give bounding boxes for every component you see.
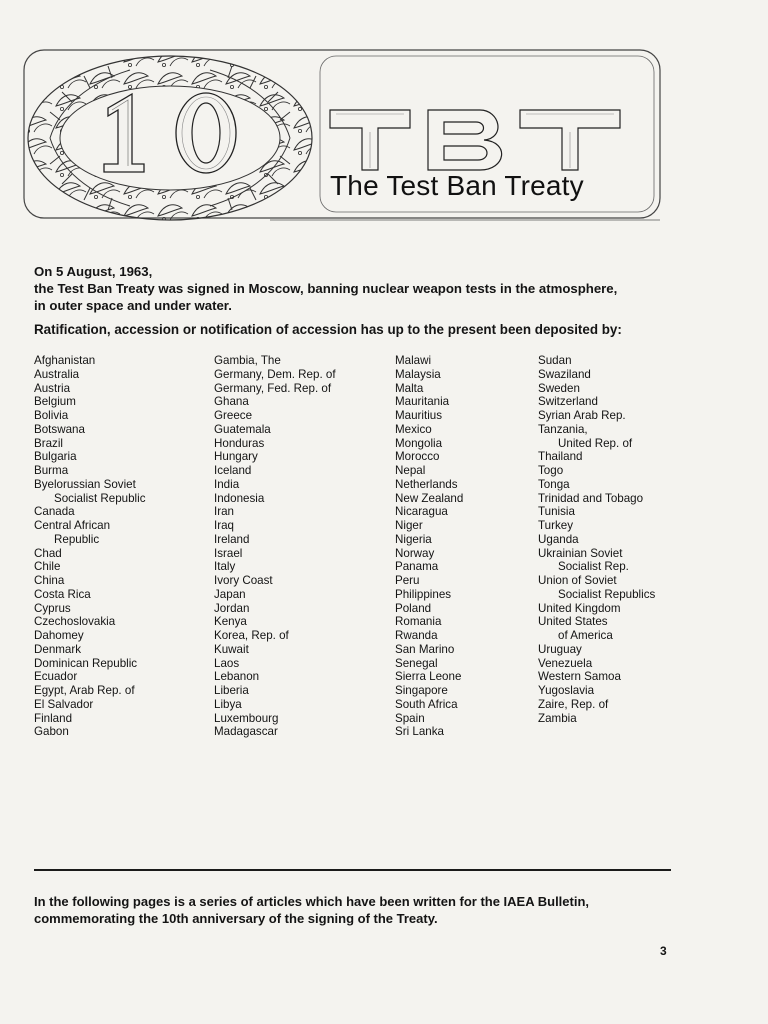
country-list-item: Israel [214, 546, 243, 560]
country-list-item: Indonesia [214, 491, 265, 505]
country-list-item: Lebanon [214, 670, 260, 684]
country-list-item: Sweden [538, 381, 580, 395]
country-list-item: Ireland [214, 532, 250, 546]
country-list-item: Finland [34, 711, 73, 725]
country-list-item: Republic [54, 532, 100, 546]
country-list-item: Czechoslovakia [34, 615, 116, 629]
country-list-item: Bulgaria [34, 450, 77, 464]
country-list-item: Sri Lanka [395, 725, 444, 739]
country-list-item: Dahomey [34, 629, 84, 642]
country-list-item: Gabon [34, 725, 69, 739]
emblem-letters-tbt [330, 110, 620, 170]
country-list-item: Iran [214, 505, 234, 519]
country-list-item: Uganda [538, 532, 579, 546]
country-list-item: Afghanistan [34, 354, 96, 367]
country-list-item: Spain [395, 711, 425, 725]
country-list-item: Turkey [538, 519, 574, 532]
country-list-item: Venezuela [538, 656, 593, 670]
country-list-item: Guatemala [214, 422, 271, 436]
country-list-item: Chile [34, 560, 61, 574]
country-list-item: Greece [214, 409, 253, 422]
country-list-item: Morocco [395, 450, 440, 464]
country-list-item: Tanzania, [538, 422, 588, 436]
country-list-item: Kenya [214, 615, 247, 629]
country-list-item: Zambia [538, 711, 577, 725]
country-list-item: Australia [34, 367, 80, 381]
intro-date-line: On 5 August, 1963, [34, 264, 153, 279]
country-list-item: Luxembourg [214, 711, 279, 725]
country-list-item: Italy [214, 560, 236, 574]
country-column-1 [34, 354, 146, 739]
footer-paragraph [34, 893, 734, 927]
country-list-item: Libya [214, 697, 242, 711]
country-list-item: of America [558, 629, 613, 642]
country-list-item: Poland [395, 601, 432, 615]
country-list-item: Trinidad and Tobago [538, 491, 644, 505]
country-list-item: Austria [34, 381, 71, 395]
country-list-item: Tonga [538, 477, 570, 491]
country-list-item: Malaysia [395, 367, 441, 381]
country-list-item: Burma [34, 464, 69, 477]
country-list-item: Malta [395, 381, 424, 395]
country-list-item: Uruguay [538, 642, 582, 656]
country-list-item: Byelorussian Soviet [34, 477, 136, 491]
country-list-item: Belgium [34, 395, 76, 409]
country-list-item: Syrian Arab Rep. [538, 409, 626, 422]
country-list-item: Sudan [538, 354, 572, 367]
country-list-item: Jordan [214, 601, 250, 615]
country-list-item: Singapore [395, 684, 448, 697]
country-column-4 [538, 354, 655, 725]
country-list-item: Laos [214, 656, 240, 670]
country-list-item: Korea, Rep. of [214, 629, 289, 642]
country-list-item: Iceland [214, 464, 252, 477]
country-list-item: Romania [395, 615, 442, 629]
country-list-item: Togo [538, 464, 564, 477]
country-list-item: Niger [395, 519, 423, 532]
country-list-item: Zaire, Rep. of [538, 697, 609, 711]
country-list-item: Tunisia [538, 505, 575, 519]
country-list-item: Mauritania [395, 395, 450, 409]
country-list-item: Iraq [214, 519, 234, 532]
section-divider [34, 869, 671, 871]
country-list-item: Ivory Coast [214, 574, 273, 587]
country-list-item: Malawi [395, 354, 432, 367]
country-list-item: Socialist Rep. [558, 560, 629, 574]
footer-line: commemorating the 10th anniversary of the signing of the Treaty. [34, 911, 438, 926]
country-list-item: New Zealand [395, 491, 464, 505]
header-emblem [20, 46, 668, 226]
intro-body-line: in outer space and under water. [34, 298, 232, 313]
country-list-item: Honduras [214, 436, 265, 450]
country-list-item: Denmark [34, 642, 82, 656]
country-list-item: Dominican Republic [34, 656, 138, 670]
country-list-item: Peru [395, 574, 420, 587]
country-list-item: Socialist Republics [558, 587, 656, 601]
country-list-item: Ukrainian Soviet [538, 546, 623, 560]
country-list-item: Botswana [34, 422, 85, 436]
country-list-item: China [34, 574, 65, 587]
country-list-item: Egypt, Arab Rep. of [34, 684, 135, 697]
country-list-item: Ecuador [34, 670, 78, 684]
country-list-item: Canada [34, 505, 75, 519]
country-list-item: Thailand [538, 450, 583, 464]
country-list-item: San Marino [395, 642, 455, 656]
country-list-item: Hungary [214, 450, 258, 464]
country-list-item: Madagascar [214, 725, 278, 739]
country-list-item: Union of Soviet [538, 574, 617, 587]
country-list-item: Nicaragua [395, 505, 448, 519]
country-list-item: El Salvador [34, 697, 94, 711]
country-column-2 [214, 354, 336, 739]
country-list-item: Japan [214, 587, 246, 601]
country-list-item: Senegal [395, 656, 438, 670]
country-list-item: Cyprus [34, 601, 71, 615]
country-list-item: Sierra Leone [395, 670, 462, 684]
intro-paragraph [34, 263, 734, 314]
document-subtitle: The Test Ban Treaty [330, 170, 584, 201]
country-list-item: Brazil [34, 436, 63, 450]
country-list-item: Norway [395, 546, 435, 560]
page-number: 3 [660, 944, 667, 958]
country-list-item: United Rep. of [558, 436, 633, 450]
country-list-item: Germany, Fed. Rep. of [214, 381, 332, 395]
country-list-item: Ghana [214, 395, 249, 409]
country-list-item: Western Samoa [538, 670, 621, 684]
country-list-item: Mongolia [395, 436, 443, 450]
country-list-item: United Kingdom [538, 601, 621, 615]
country-list-item: Costa Rica [34, 587, 91, 601]
country-list-item: Rwanda [395, 629, 438, 642]
country-list-item: Nepal [395, 464, 426, 477]
country-list-item: Liberia [214, 684, 249, 697]
country-list-item: South Africa [395, 697, 458, 711]
country-list-item: Philippines [395, 587, 452, 601]
country-list-item: Bolivia [34, 409, 69, 422]
country-list-item: Switzerland [538, 395, 598, 409]
country-list-item: Gambia, The [214, 354, 281, 367]
intro-body-line: the Test Ban Treaty was signed in Moscow, banning nuclear weapon tests in the atmosphere, [34, 281, 618, 296]
country-list-item: Panama [395, 560, 439, 574]
country-list-item: United States [538, 615, 608, 629]
country-list-item: Mauritius [395, 409, 443, 422]
country-list-item: Germany, Dem. Rep. of [214, 367, 336, 381]
country-list-item: Central African [34, 519, 111, 532]
ratification-heading: Ratification, accession or notification of accession has up to the present been deposited by: [34, 322, 622, 337]
country-list-item: Netherlands [395, 477, 458, 491]
country-list-item: Chad [34, 546, 62, 560]
country-list-item: India [214, 477, 240, 491]
country-list-item: Mexico [395, 422, 432, 436]
country-list-item: Yugoslavia [538, 684, 595, 697]
footer-line: In the following pages is a series of articles which have been written for the IAEA Bulletin, [34, 894, 590, 909]
country-list-item: Nigeria [395, 532, 432, 546]
country-list-item: Swaziland [538, 367, 591, 381]
country-list-item: Socialist Republic [54, 491, 146, 505]
country-column-3 [395, 354, 463, 739]
country-list-item: Kuwait [214, 642, 249, 656]
